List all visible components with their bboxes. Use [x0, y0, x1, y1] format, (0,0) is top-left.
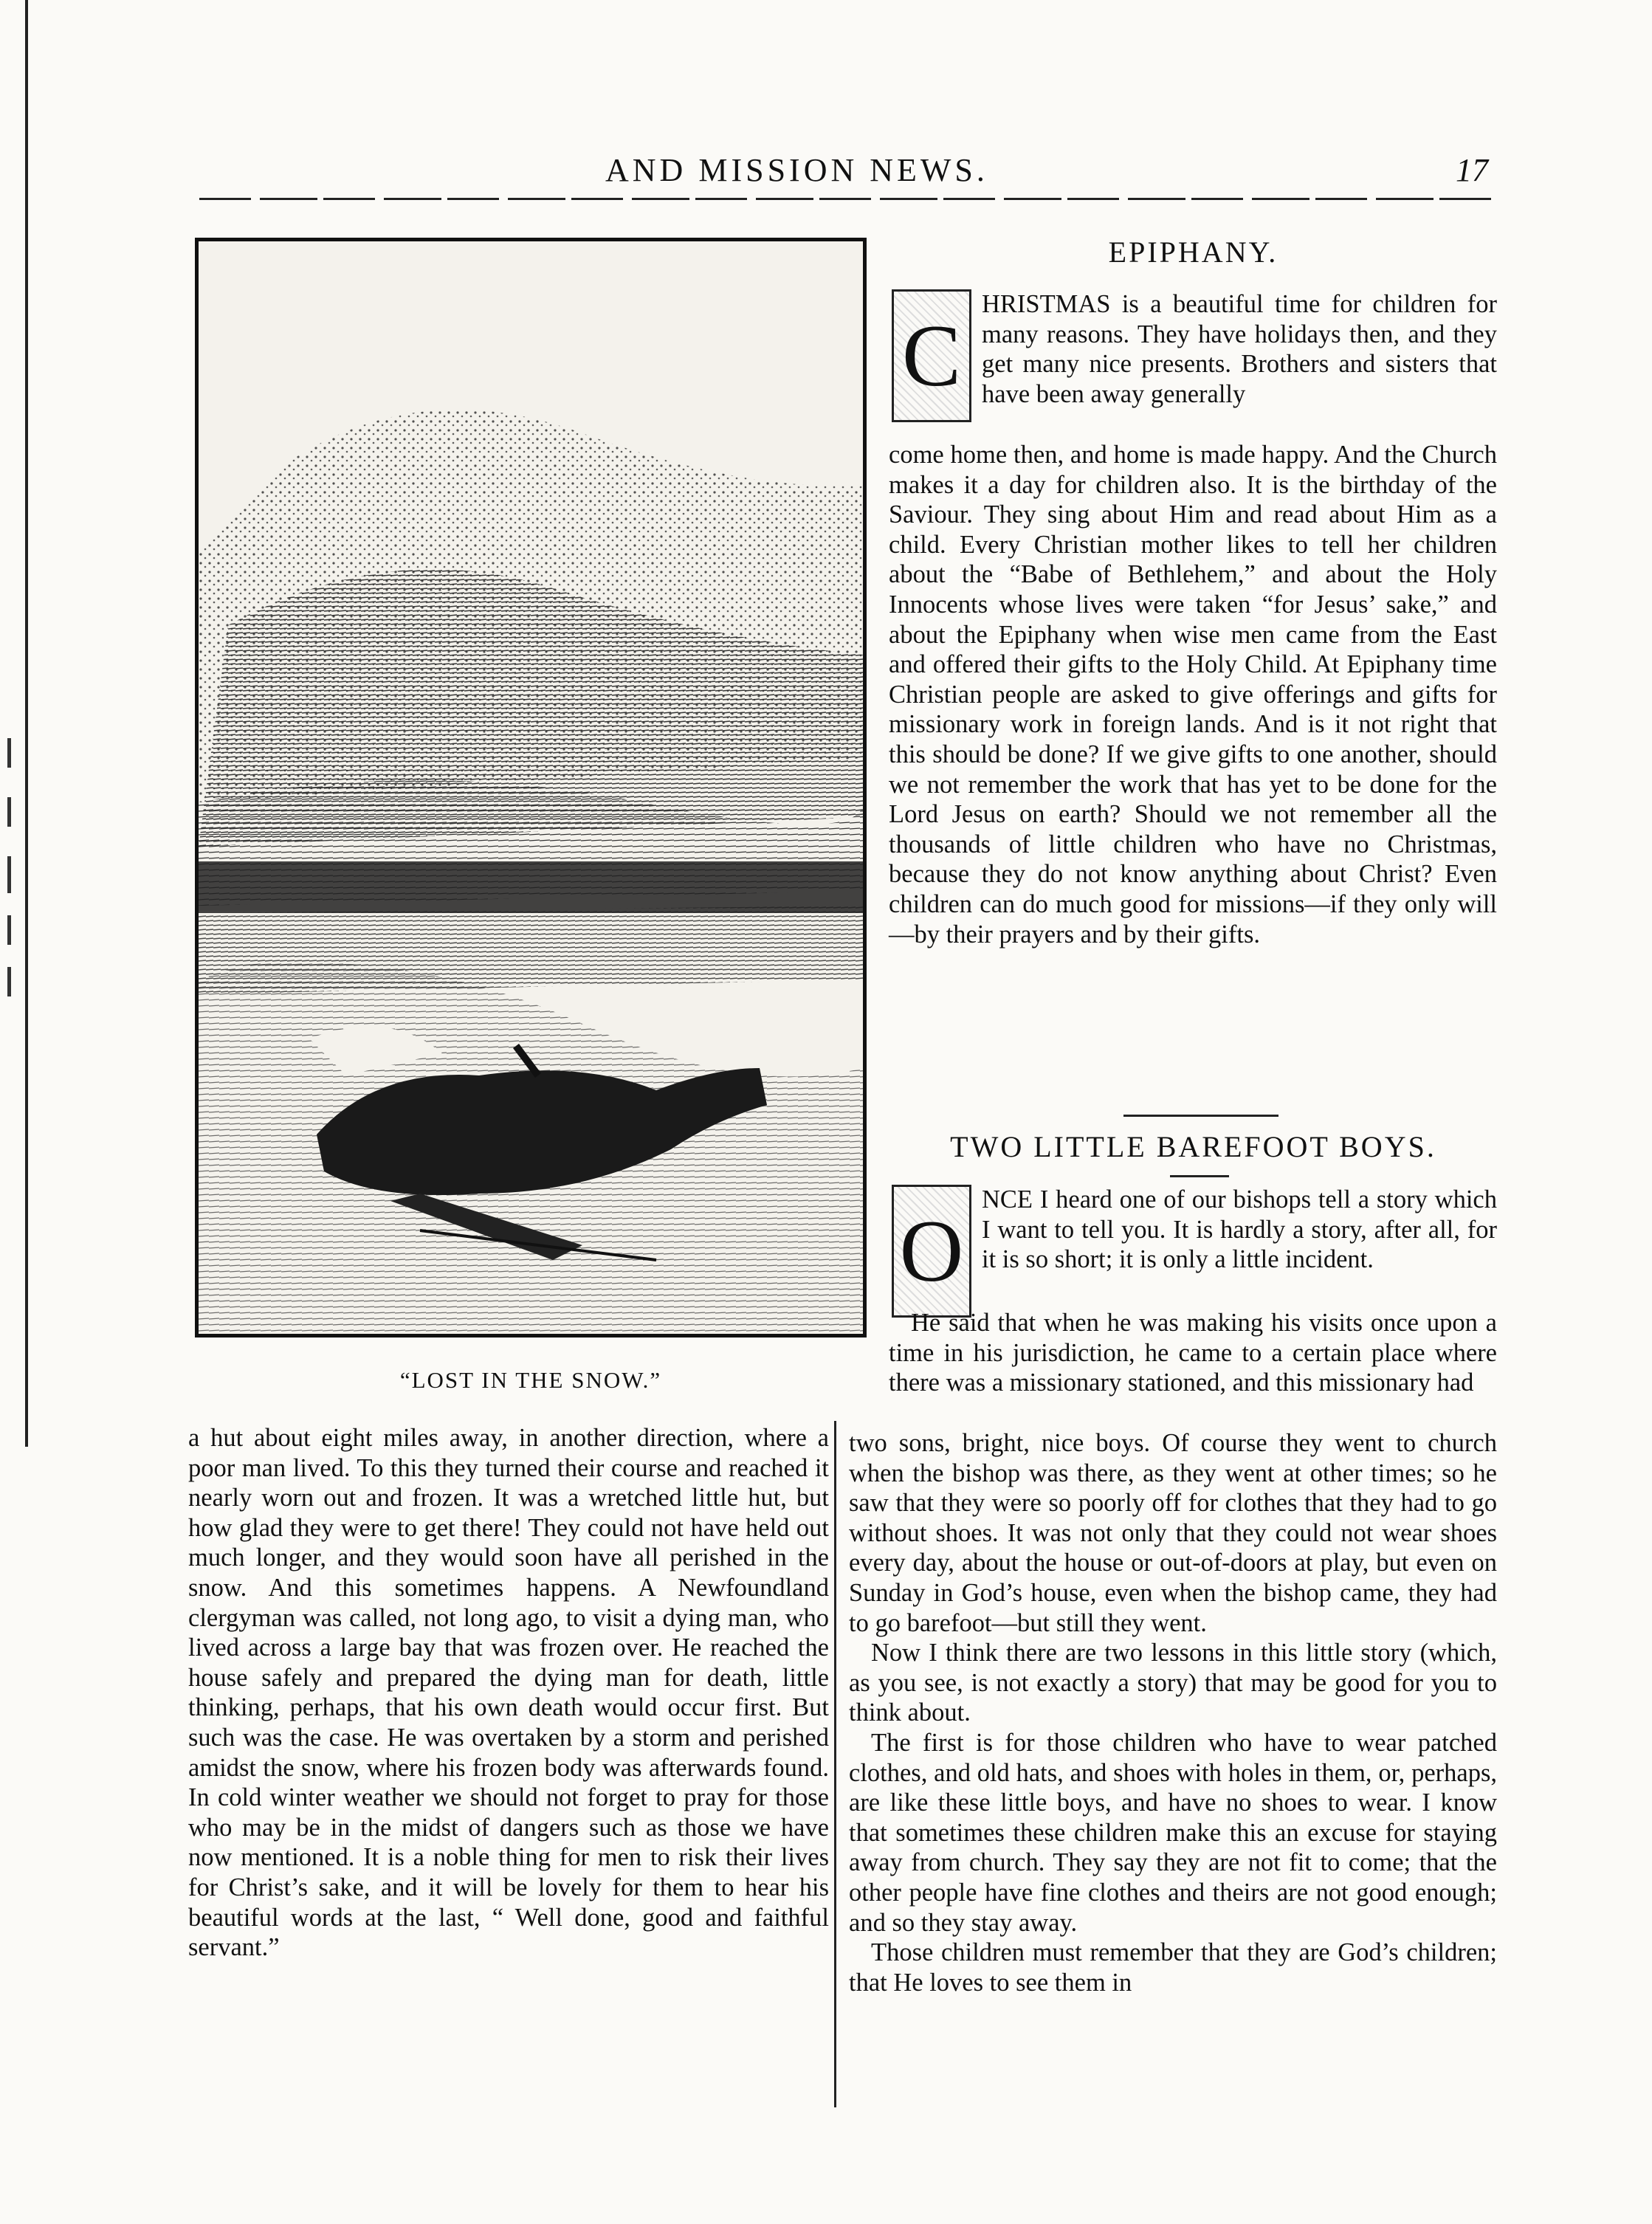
barefoot-lead-text [982, 1185, 1497, 1275]
drop-cap-c: C [892, 289, 971, 422]
barefoot-para4: Those children must remember that they are God’s children; that He loves to see them in [849, 1938, 1497, 1997]
barefoot-para1-cont: two sons, bright, nice boys. Of course they went to church when the bishop was there, as they went at other times; so he saw that they were so poorly off for clothes that they had to go without shoes. It was not only that they could not wear shoes every day, about the house or out-of-doors at play, but even on Sunday in God’s house, even when the bishop came, they had to go barefoot—but still they went. [849, 1429, 1497, 1637]
section-title-barefoot: TWO LITTLE BAREFOOT BOYS. [950, 1130, 1436, 1163]
barefoot-para2: Now I think there are two lessons in this little story (which, as you see, is not exactly a story) that may be good for you to think about. [849, 1639, 1497, 1727]
continued-paragraph: a hut about eight miles away, in another direction, where a poor man lived. To this they turned their course and reached it nearly worn out and frozen. It was a wretched little hut, but how glad they were to get there! They could not have held out much longer, and they would soon have all perished in the snow. And this sometimes happens. A Newfoundland clergyman was called, not long ago, to visit a dying man, who lived across a large bay that was frozen over. He reached the house safely and prepared the dying man for death, little thinking, perhaps, that his own death would occur first. But such was the case. He was overtaken by a storm and perished amidst the snow, where his frozen body was afterwards found. In cold winter weather we should not forget to pray for those who may be in the midst of dangers such as those we have now mentioned. It is a noble thing for men to risk their lives for Christ’s sake, and it will be lovely for them to hear his beautiful words at the last, “ Well done, good and faithful servant.” [188, 1424, 829, 1962]
epiphany-body: come home then, and home is made happy. And the Church makes it a day for children also. It is the birthday of the Saviour. They sing about Him and read about Him as a child. Every Christian mother likes to tell her children about the “Babe of Bethlehem,” and about the Holy Innocents whose lives were taken “for Jesus’ sake,” and about the Epiphany when wise men came from the East and offered their gifts to the Holy Child. At Epiphany time Christian people are asked to give offerings and gifts for missionary work in foreign lands. And is it not right that this should be done? If we give gifts to one another, should we not remember the work that has yet to be done for the Lord Jesus on earth? Should we not remember all the thousands of little children who have no Christmas, because they do not know anything about Christ? Even children can do much good for missions—if they only will—by their prayers and by their gifts. [889, 441, 1497, 949]
margin-mark [7, 967, 11, 996]
section-rule [1123, 1115, 1278, 1117]
running-header: AND MISSION NEWS. [605, 152, 988, 188]
epiphany-lead: HRISTMAS is a beautiful time for children for many reasons. They have holidays then, and they get many nice presents. Brothers and sisters that have been away generally [982, 290, 1497, 408]
scan-edge-rule [25, 0, 28, 1447]
barefoot-para1: He said that when he was making his visits once upon a time in his jurisdiction, he came to a certain place where there was a missionary stationed, and this missionary had [889, 1309, 1497, 1397]
header-rule [199, 198, 1491, 200]
section-rule [1170, 1175, 1229, 1177]
margin-mark [7, 797, 11, 827]
engraving-illustration [195, 238, 867, 1338]
barefoot-continuation [849, 1428, 1497, 1997]
page-number: 17 [1456, 152, 1488, 188]
margin-mark [7, 738, 11, 768]
margin-mark [7, 856, 11, 893]
section-title-epiphany: EPIPHANY. [1108, 235, 1278, 269]
left-column-text [188, 1423, 829, 1963]
epiphany-lead-text [982, 289, 1497, 409]
figure-caption: “LOST IN THE SNOW.” [399, 1367, 662, 1393]
margin-mark [7, 915, 11, 945]
drop-cap-o: O [892, 1185, 971, 1318]
column-divider [834, 1421, 836, 2107]
barefoot-lead: NCE I heard one of our bishops tell a story which I want to tell you. It is hardly a story, after all, for it is so short; it is only a little incident. [982, 1185, 1497, 1274]
epiphany-body-text [889, 440, 1497, 949]
barefoot-para3: The first is for those children who have to wear patched clothes, and old hats, and shoes with holes in them, or, perhaps, are like these little boys, and have no shoes to wear. I know that sometimes these children make this an excuse for staying away from church. They say they are not fit to come; that the other people have fine clothes and theirs are not good enough; and so they stay away. [849, 1728, 1497, 1937]
barefoot-para1-text [889, 1308, 1497, 1398]
